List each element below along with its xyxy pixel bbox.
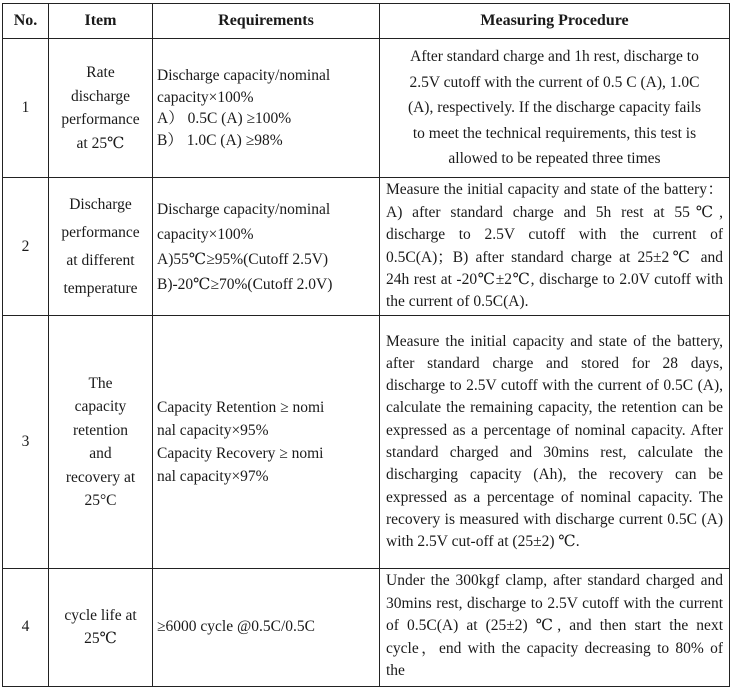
- procedure-line: to meet the technical requirements, this test is: [412, 124, 697, 142]
- row-number: 2: [3, 178, 49, 316]
- requirement-line: B） 1.0C (A) ≥98%: [157, 131, 283, 149]
- header-requirements: Requirements: [153, 4, 380, 39]
- row-number: 1: [3, 39, 49, 178]
- item-cell: [49, 569, 153, 687]
- requirements-cell: [153, 316, 380, 569]
- table-row: [3, 316, 730, 569]
- requirement-line: B)-20℃≥70%(Cutoff 2.0V): [157, 275, 333, 293]
- item-line: Rate: [86, 64, 115, 81]
- item-line: capacity: [74, 398, 127, 415]
- requirement-line: nal capacity×97%: [157, 468, 269, 485]
- header-procedure: Measuring Procedure: [380, 4, 730, 39]
- item-line: performance: [61, 111, 140, 128]
- procedure-line: allowed to be repeated three times: [448, 150, 661, 168]
- item-cell: [49, 316, 153, 569]
- requirements-inner: [157, 569, 375, 685]
- procedure-cell: [380, 39, 730, 178]
- row-number-inner: [7, 569, 44, 685]
- item-line: cycle life at: [64, 606, 137, 624]
- item-line: performance: [61, 223, 140, 241]
- item-inner: [52, 569, 149, 685]
- requirements-cell: [153, 569, 380, 687]
- requirement-line: capacity×100%: [157, 225, 254, 243]
- requirement-line: A)55℃≥95%(Cutoff 2.5V): [157, 250, 329, 268]
- procedure-cell: [380, 569, 730, 687]
- header-row: [3, 4, 730, 39]
- item-line: and: [89, 445, 112, 462]
- procedure-line: 2.5V cutoff with the current of 0.5 C (A), 1.0C: [409, 73, 700, 91]
- row-number-text: 4: [21, 618, 30, 635]
- table-row: [3, 569, 730, 687]
- table-row: [3, 39, 730, 178]
- requirement-line: Capacity Retention ≥ nomi: [157, 399, 325, 416]
- item-line: 25℃: [84, 630, 117, 647]
- item-cell: [49, 178, 153, 316]
- procedure-cell: Measure the initial capacity and state of the battery, after standard charge and stored for 28 days, discharge to 2.5V cutoff with the current of 0.5C (A), calculate the remaining capacity, the retention can be expressed as a percentage of nominal capacity. After standard charged and 30mins rest, calculate the discharging capacity (Ah), the recovery can be expressed as a percentage of nominal capacity. The recovery is measured with discharge current 0.5C (A) with 2.5V cut-off at (25±2) ℃.: [380, 316, 730, 569]
- requirement-line: capacity×100%: [157, 88, 254, 106]
- requirement-line: nal capacity×95%: [157, 422, 269, 439]
- procedure-cell: Measure the initial capacity and state of the battery： A) after standard charge and 5h rest at 55℃, discharge to 2.5V cutoff with the current of 0.5C(A)；B) after standard charge at 25±2℃ and 24h rest at -20℃±2℃, discharge to 2.0V cutoff with the current of 0.5C(A).: [380, 178, 730, 316]
- requirement-line: Discharge capacity/nominal: [157, 200, 331, 218]
- item-cell: [49, 39, 153, 178]
- header-item: Item: [49, 4, 153, 39]
- requirement-line: A） 0.5C (A) ≥100%: [157, 110, 292, 127]
- spec-table: [2, 3, 730, 687]
- item-line: recovery at: [65, 468, 136, 486]
- row-number: 3: [3, 316, 49, 569]
- table-row: [3, 178, 730, 316]
- item-line: The: [88, 374, 113, 392]
- item-line: discharge: [70, 87, 131, 105]
- item-line: retention: [72, 421, 129, 439]
- item-line: temperature: [63, 279, 138, 297]
- requirements-cell: [153, 178, 380, 316]
- item-line: at 25℃: [76, 134, 125, 152]
- procedure-text: Under the 300kgf clamp, after standard charged and 30mins rest, discharge to 2.5V cutoff with the current of 0.5C(A) at (25±2) ℃, and then start the next cycle，end with the capacity decreasing to 80% of the: [386, 572, 723, 680]
- requirements-cell: [153, 39, 380, 178]
- row-number: [3, 569, 49, 687]
- requirement-line: Discharge capacity/nominal: [157, 67, 331, 84]
- spec-table-wrapper: [2, 3, 730, 687]
- item-line: at different: [66, 251, 135, 269]
- item-line: Discharge: [69, 195, 132, 213]
- requirement-line: ≥6000 cycle @0.5C/0.5C: [157, 618, 315, 636]
- procedure-line: After standard charge and 1h rest, discharge to: [410, 48, 699, 66]
- requirement-line: Capacity Recovery ≥ nomi: [157, 445, 324, 462]
- header-no: No.: [3, 4, 49, 39]
- item-line: 25°C: [84, 492, 117, 509]
- procedure-line: (A), respectively. If the discharge capacity fails: [407, 99, 702, 117]
